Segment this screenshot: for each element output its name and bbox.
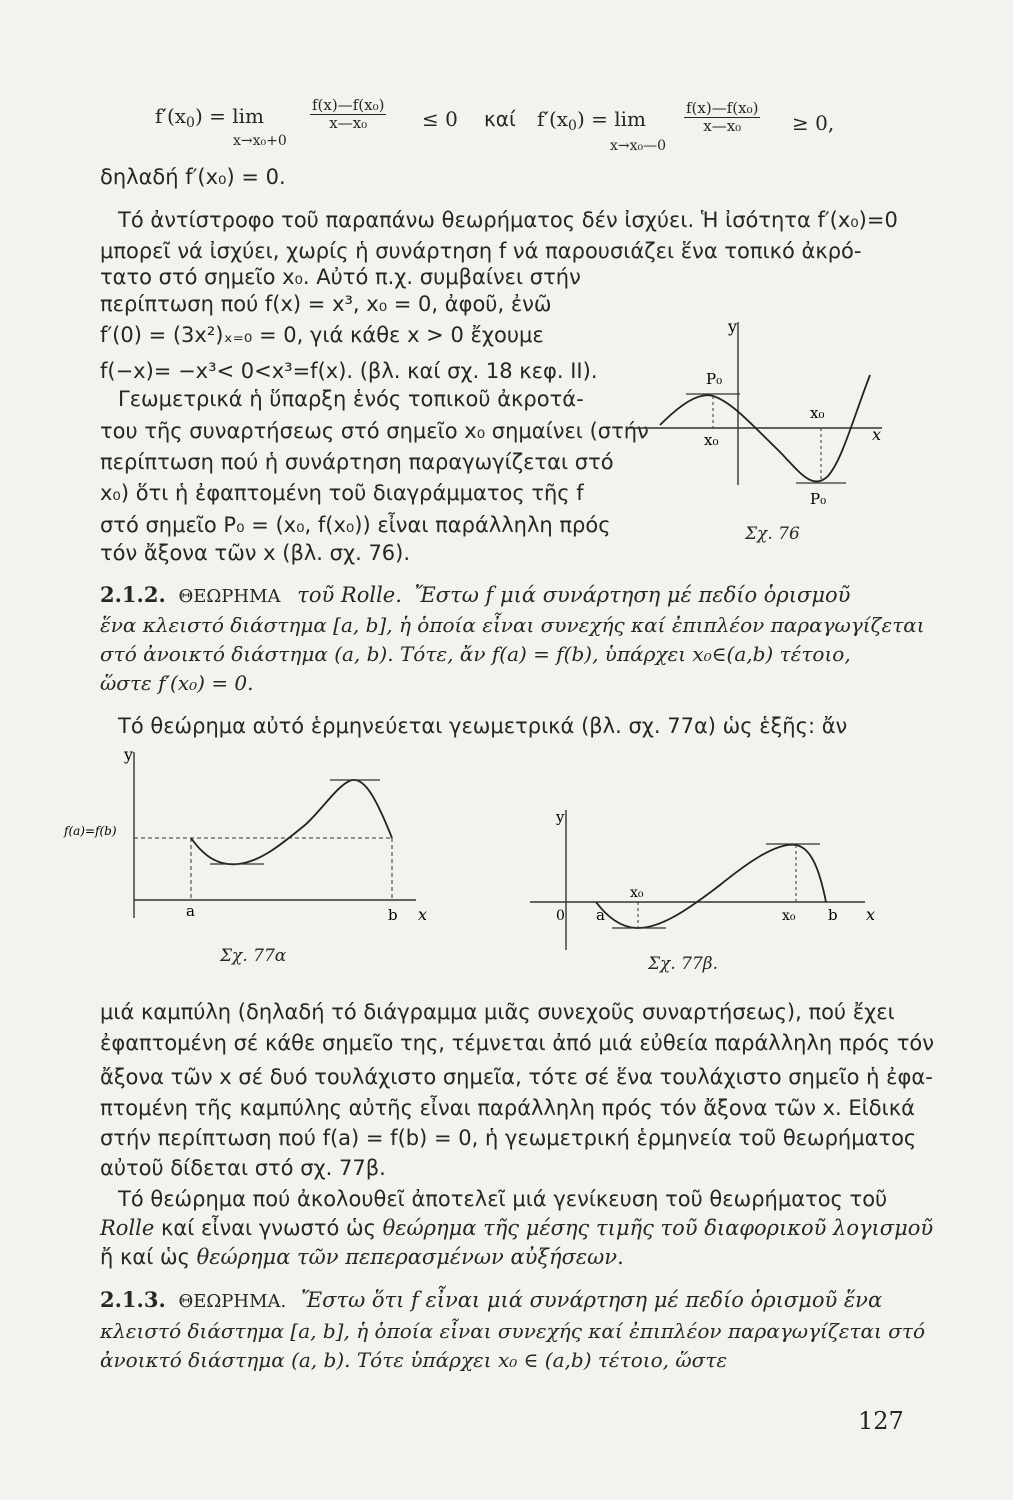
fig77b-x0-right: x₀ <box>782 908 796 924</box>
fig77b-zero-label: 0 <box>556 908 565 924</box>
para5-rolle: Rolle <box>100 1216 155 1240</box>
para5-line-1: Τό θεώρημα πού ἀκολουθεῖ ἀποτελεῖ μιά γενίκευση τοῦ θεωρήματος τοῦ <box>118 1187 888 1211</box>
theorem-212-text-1: Ἔστω f μιά συνάρτηση μέ πεδίο ὁρισμοῦ <box>414 583 851 607</box>
derivative-formula <box>155 103 264 136</box>
fraction-2 <box>684 100 760 135</box>
fig77a-fa-label: f(a)=f(b) <box>64 824 117 838</box>
para5-finite-increments: θεώρημα τῶν πεπερασμένων αὐξήσεων. <box>196 1245 624 1269</box>
para2-line-4: x₀) ὅτι ἡ ἐφαπτομένη τοῦ διαγράμματος τῆς f <box>100 481 584 505</box>
para2-line-3: περίπτωση πού ἡ συνάρτηση παραγωγίζεται στό <box>100 450 614 474</box>
formula-lhs2: $f'(x_0) = \lim$ <box>537 107 646 134</box>
fig77a-x-label: x <box>418 905 428 924</box>
para4-line-2: ἐφαπτομένη σέ κάθε σημεῖο της, τέμνεται ἀπό μιά εὐθεία παράλληλη πρός τόν <box>100 1031 934 1055</box>
theorem-212-line-1 <box>100 582 850 610</box>
para2-line-2: του τῆς συναρτήσεως στό σημεῖο x₀ σημαίνει (στήν <box>100 419 649 443</box>
para1-line-2: μπορεῖ νά ἰσχύει, χωρίς ἡ συνάρτηση f νά παρουσιάζει ἕνα τοπικό ἀκρό- <box>100 239 862 263</box>
kai-word: καί <box>484 107 516 131</box>
fig77a-caption: Σχ. 77α <box>220 946 287 966</box>
fraction-1-numerator: f(x)—f(x₀) <box>312 96 385 114</box>
fig77a-curve <box>191 780 392 864</box>
fraction-2-denominator: x—x₀ <box>703 117 742 135</box>
theorem-213-number: 2.1.3. <box>100 1287 166 1312</box>
para2-line-1: Γεωμετρικά ἡ ὕπαρξη ἑνός τοπικοῦ ἀκροτά- <box>118 387 584 411</box>
theorem-212-text-2: ἕνα κλειστό διάστημα [a, b], ἡ ὁποία εἶναι συνεχής καί ἐπιπλέον παραγωγίζεται <box>100 613 925 637</box>
theorem-213-text-3: ἀνοικτό διάστημα (a, b). Τότε ὑπάρχει x₀ ∈ (a,b) τέτοιο, ὥστε <box>100 1348 728 1372</box>
fig76-x-label: x <box>872 425 882 444</box>
theorem-212-text-4: ὥστε f′(x₀) = 0. <box>100 671 254 695</box>
fig77a-a-label: a <box>186 902 195 920</box>
fig76-y-label: y <box>728 317 738 336</box>
fig76-p0-bottom: P₀ <box>810 490 827 508</box>
para2-line-5: στό σημεῖο P₀ = (x₀, f(x₀)) εἶναι παράλληλη πρός <box>100 513 611 537</box>
relation-1: ≤ 0 <box>422 107 458 131</box>
fraction-2-numerator: f(x)—f(x₀) <box>686 99 759 117</box>
figure-77b <box>520 800 890 960</box>
theorem-212-number: 2.1.2. <box>100 582 166 607</box>
theorem-212-heading: ΘΕΩΡΗΜΑ <box>178 586 281 607</box>
para4-line-4: πτομένη τῆς καμπύλης αὐτῆς εἶναι παράλληλη πρός τόν ἄξονα τῶν x. Εἰδικά <box>100 1096 915 1120</box>
para5-known-as: καί εἶναι γνωστό ὡς <box>154 1216 383 1240</box>
para5-line-2 <box>100 1215 933 1241</box>
para4-line-1: μιά καμπύλη (δηλαδή τό διάγραμμα μιᾶς συνεχοῦς συναρτήσεως), πού ἔχει <box>100 1000 895 1024</box>
fig77b-x0-left: x₀ <box>630 885 644 901</box>
fig76-p0-top: P₀ <box>706 370 723 388</box>
theorem-213-line-1 <box>100 1287 882 1315</box>
para1-line-5: f′(0) = (3x²)ₓ₌₀ = 0, γιά κάθε x > 0 ἔχουμε <box>100 323 544 347</box>
para3-line: Τό θεώρημα αὐτό ἑρμηνεύεται γεωμετρικά (βλ. σχ. 77α) ὡς ἑξῆς: ἄν <box>118 714 848 738</box>
para2-line-6: τόν ἄξονα τῶν x (βλ. σχ. 76). <box>100 541 411 565</box>
fraction-1-denominator: x—x₀ <box>329 114 368 132</box>
para4-line-5: στήν περίπτωση πού f(a) = f(b) = 0, ἡ γεωμετρική ἑρμηνεία τοῦ θεωρήματος <box>100 1126 917 1150</box>
theorem-213-text-1: Ἔστω ὅτι f εἶναι μιά συνάρτηση μέ πεδίο ὁρισμοῦ ἕνα <box>300 1288 883 1312</box>
relation-2: ≥ 0, <box>792 111 835 135</box>
fig77b-a-label: a <box>596 906 605 924</box>
para1-line-6: f(−x)= −x³< 0<x³=f(x). (βλ. καί σχ. 18 κεφ. II). <box>100 359 598 383</box>
fig76-x0-right: x₀ <box>810 404 825 422</box>
theorem-213-text-2: κλειστό διάστημα [a, b], ἡ ὁποία εἶναι συνεχής καί ἐπιπλέον παραγωγίζεται στό <box>100 1319 925 1343</box>
page-number: 127 <box>858 1407 904 1435</box>
para4-line-6: αὐτοῦ δίδεται στό σχ. 77β. <box>100 1156 386 1180</box>
fraction-1 <box>310 97 386 132</box>
para5-or-also: ἤ καί ὡς <box>100 1245 197 1269</box>
para4-line-3: ἄξονα τῶν x σέ δυό τουλάχιστο σημεῖα, τότε σέ ἕνα τουλάχιστο σημεῖο ἡ ἐφα- <box>100 1065 933 1089</box>
fig77b-y-label: y <box>556 808 565 826</box>
para5-mean-value-theorem: θεώρημα τῆς μέσης τιμῆς τοῦ διαφορικοῦ λογισμοῦ <box>382 1216 934 1240</box>
limit1-under: x→x₀+0 <box>233 133 287 149</box>
fig77a-b-label: b <box>388 906 398 924</box>
fig77a-y-label: y <box>124 745 134 764</box>
theorem-213-heading: ΘΕΩΡΗΜΑ. <box>178 1291 287 1312</box>
fig77b-b-label: b <box>828 906 838 924</box>
figure-77a <box>60 740 470 930</box>
fig76-caption: Σχ. 76 <box>745 524 800 544</box>
fig76-x0-left: x₀ <box>704 431 719 449</box>
para1-line-3: τατο στό σημεῖο x₀. Αὐτό π.χ. συμβαίνει στήν <box>100 265 581 289</box>
para1-line-4: περίπτωση πού f(x) = x³, x₀ = 0, ἀφοῦ, ἐνῶ <box>100 292 552 316</box>
fig77b-x-label: x <box>866 905 876 924</box>
para1-line-1: Τό ἀντίστροφο τοῦ παραπάνω θεωρήματος δέν ἰσχύει. Ἡ ἰσότητα f′(x₀)=0 <box>118 208 898 232</box>
fig77b-caption: Σχ. 77β. <box>648 954 718 974</box>
limit2-under: x→x₀—0 <box>610 138 667 154</box>
para5-line-3 <box>100 1244 624 1270</box>
therefore-line: δηλαδή f′(x₀) = 0. <box>100 165 286 189</box>
theorem-212-name: τοῦ Rolle. <box>297 583 402 607</box>
formula-lhs1: $f'(x_0) = \lim$ <box>155 104 264 131</box>
theorem-212-text-3: στό ἀνοικτό διάστημα (a, b). Τότε, ἄν f(a) = f(b), ὑπάρχει x₀∈(a,b) τέτοιο, <box>100 642 851 666</box>
